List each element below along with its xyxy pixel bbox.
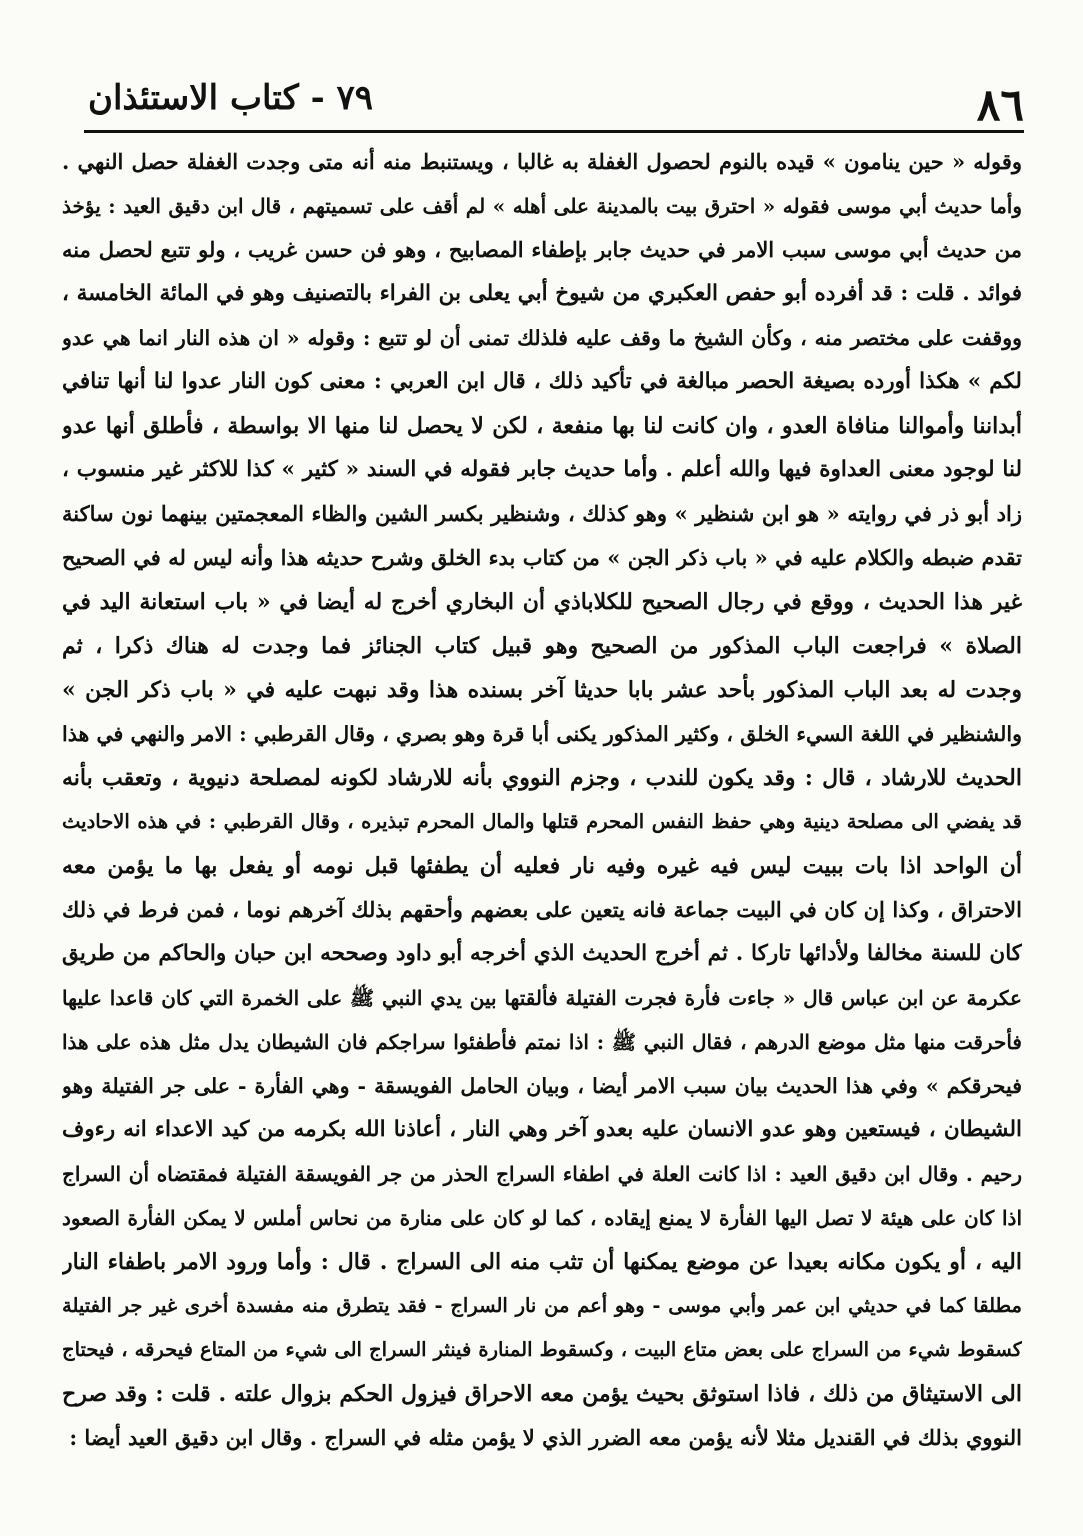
text-line: أن الواحد اذا بات ببيت ليس فيه غيره وفيه نار فعليه أن يطفئها قبل نومه أو يفعل بها ما يؤمن معه bbox=[62, 853, 1022, 879]
text-line: وجدت له بعد الباب المذكور بأحد عشر بابا حديثا آخر بسنده هذا وقد نبهت عليه في « باب ذكر الجن » bbox=[62, 677, 1022, 703]
text-line: رحيم . وقال ابن دقيق العيد : اذا كانت العلة في اطفاء السراج الحذر من جر الفويسقة الفتيلة فمقتضاه أن السراج bbox=[62, 1162, 1022, 1186]
text-line: اذا كان على هيئة لا تصل اليها الفأرة لا يمنع إيقاده ، كما لو كان على منارة من نحاس أملس لا يمكن الفأرة الصعود bbox=[62, 1206, 1022, 1230]
text-line: والشنظير في اللغة السيء الخلق ، وكثير المذكور يكنى أبا قرة وهو بصري ، وقال القرطبي : الامر والنهي في هذا bbox=[62, 722, 1022, 746]
text-line: الصلاة » فراجعت الباب المذكور من الصحيح وهو قبيل كتاب الجنائز فما وجدت له هناك ذكرا ، ثم bbox=[62, 633, 1022, 659]
text-line: كسقوط شيء من السراج على بعض متاع البيت ، وكسقوط المنارة فينثر السراج الى شيء من المتاع فيحرقه ، فيحتاج bbox=[62, 1338, 1022, 1361]
text-line: ووقفت على مختصر منه ، وكأن الشيخ ما وقف عليه فلذلك تمنى أن لو تتبع : وقوله « ان هذه النار انما هي عدو bbox=[62, 326, 1022, 350]
text-line: لكم » هكذا أورده بصيغة الحصر مبالغة في تأكيد ذلك ، قال ابن العربي : معنى كون النار عدوا لنا أنها تنافي bbox=[62, 369, 1022, 394]
text-line: كان للسنة مخالفا ولأدائها تاركا . ثم أخرج الحديث الذي أخرجه أبو داود وصححه ابن حبان والحاكم من طريق bbox=[62, 941, 1022, 966]
text-line: فيحرقكم » وفي هذا الحديث بيان سبب الامر أيضا ، وبيان الحامل الفويسقة - وهي الفأرة - على جر الفتيلة وهو bbox=[62, 1074, 1022, 1098]
text-line: وقوله « حين ينامون » قيده بالنوم لحصول الغفلة به غالبا ، ويستنبط منه أنه متى وجدت الغفلة حصل النهي . bbox=[62, 149, 1022, 174]
text-line: غير هذا الحديث ، ووقع في رجال الصحيح للكلاباذي أن البخاري أخرج له أيضا في « باب استعانة اليد في bbox=[62, 589, 1022, 615]
text-line: الى الاستيثاق من ذلك ، فاذا استوثق بحيث يؤمن معه الاحراق فيزول الحكم بزوال علته . قلت : وقد صرح bbox=[62, 1381, 1022, 1407]
text-line: لنا لوجود معنى العداوة فيها والله أعلم . وأما حديث جابر فقوله في السند « كثير » كذا للاكثر غير منسوب ، bbox=[62, 457, 1022, 482]
header-rule bbox=[84, 130, 1024, 133]
text-line: قد يفضي الى مصلحة دينية وهي حفظ النفس المحرم قتلها والمال المحرم تبذيره ، وقال القرطبي : في هذه الاحاديث bbox=[62, 810, 1022, 833]
text-line: مطلقا كما في حديثي ابن عمر وأبي موسى - وهو أعم من نار السراج - فقد يتطرق منه مفسدة أخرى غير جر الفتيلة bbox=[62, 1294, 1022, 1317]
page-number: ٨٦ bbox=[976, 80, 1024, 131]
text-line: فأحرقت منها مثل موضع الدرهم ، فقال النبي ﷺ : اذا نمتم فأطفئوا سراجكم فان الشيطان يدل مثل هذه على هذا bbox=[62, 1030, 1022, 1054]
body-text bbox=[62, 140, 1022, 1520]
text-line: أبداننا وأموالنا منافاة العدو ، وان كانت لنا بها منفعة ، لكن لا يحصل لنا منها الا بواسطة ، فأطلق أنها عدو bbox=[62, 413, 1022, 439]
text-line: من حديث أبي موسى سبب الامر في حديث جابر بإطفاء المصابيح ، وهو فن حسن غريب ، ولو تتبع لحصل منه bbox=[62, 237, 1022, 262]
text-line: الشيطان ، فيستعين وهو عدو الانسان عليه بعدو آخر وهي النار ، أعاذنا الله بكرمه من كيد الاعداء انه رءوف bbox=[62, 1117, 1022, 1142]
text-line: زاد أبو ذر في روايته « هو ابن شنظير » وهو كذلك ، وشنظير بكسر الشين والظاء المعجمتين بينهما نون ساكنة bbox=[62, 501, 1022, 526]
running-title: ٧٩ - كتاب الاستئذان bbox=[88, 78, 374, 118]
text-line: وأما حديث أبي موسى فقوله « احترق بيت بالمدينة على أهله » لم أقف على تسميتهم ، قال ابن دقيق العيد : يؤخذ bbox=[62, 194, 1022, 218]
text-line: تقدم ضبطه والكلام عليه في « باب ذكر الجن » من كتاب بدء الخلق وشرح حديثه هذا وأنه ليس له في الصحيح bbox=[62, 545, 1022, 570]
text-line: الاحتراق ، وكذا إن كان في البيت جماعة فانه يتعين على بعضهم وأحقهم بذلك آخرهم نوما ، فمن فرط في ذلك bbox=[62, 897, 1022, 922]
text-line: اليه ، أو يكون مكانه بعيدا عن موضع يمكنها أن تثب منه الى السراج . قال : وأما ورود الامر باطفاء النار bbox=[62, 1249, 1022, 1275]
text-line: الحديث للارشاد ، قال : وقد يكون للندب ، وجزم النووي بأنه للارشاد لكونه لمصلحة دنيوية ، وتعقب بأنه bbox=[62, 765, 1022, 791]
text-line: النووي بذلك في القنديل مثلا لأنه يؤمن معه الضرر الذي لا يؤمن مثله في السراج . وقال ابن دقيق العيد أيضا : bbox=[69, 1425, 1022, 1450]
text-line: فوائد . قلت : قد أفرده أبو حفص العكبري من شيوخ أبي يعلى بن الفراء بالتصنيف وهو في المائة الخامسة ، bbox=[62, 281, 1022, 306]
page-header bbox=[84, 72, 1024, 130]
text-line: عكرمة عن ابن عباس قال « جاءت فأرة فجرت الفتيلة فألقتها بين يدي النبي ﷺ على الخمرة التي كان قاعدا عليها bbox=[62, 986, 1022, 1010]
